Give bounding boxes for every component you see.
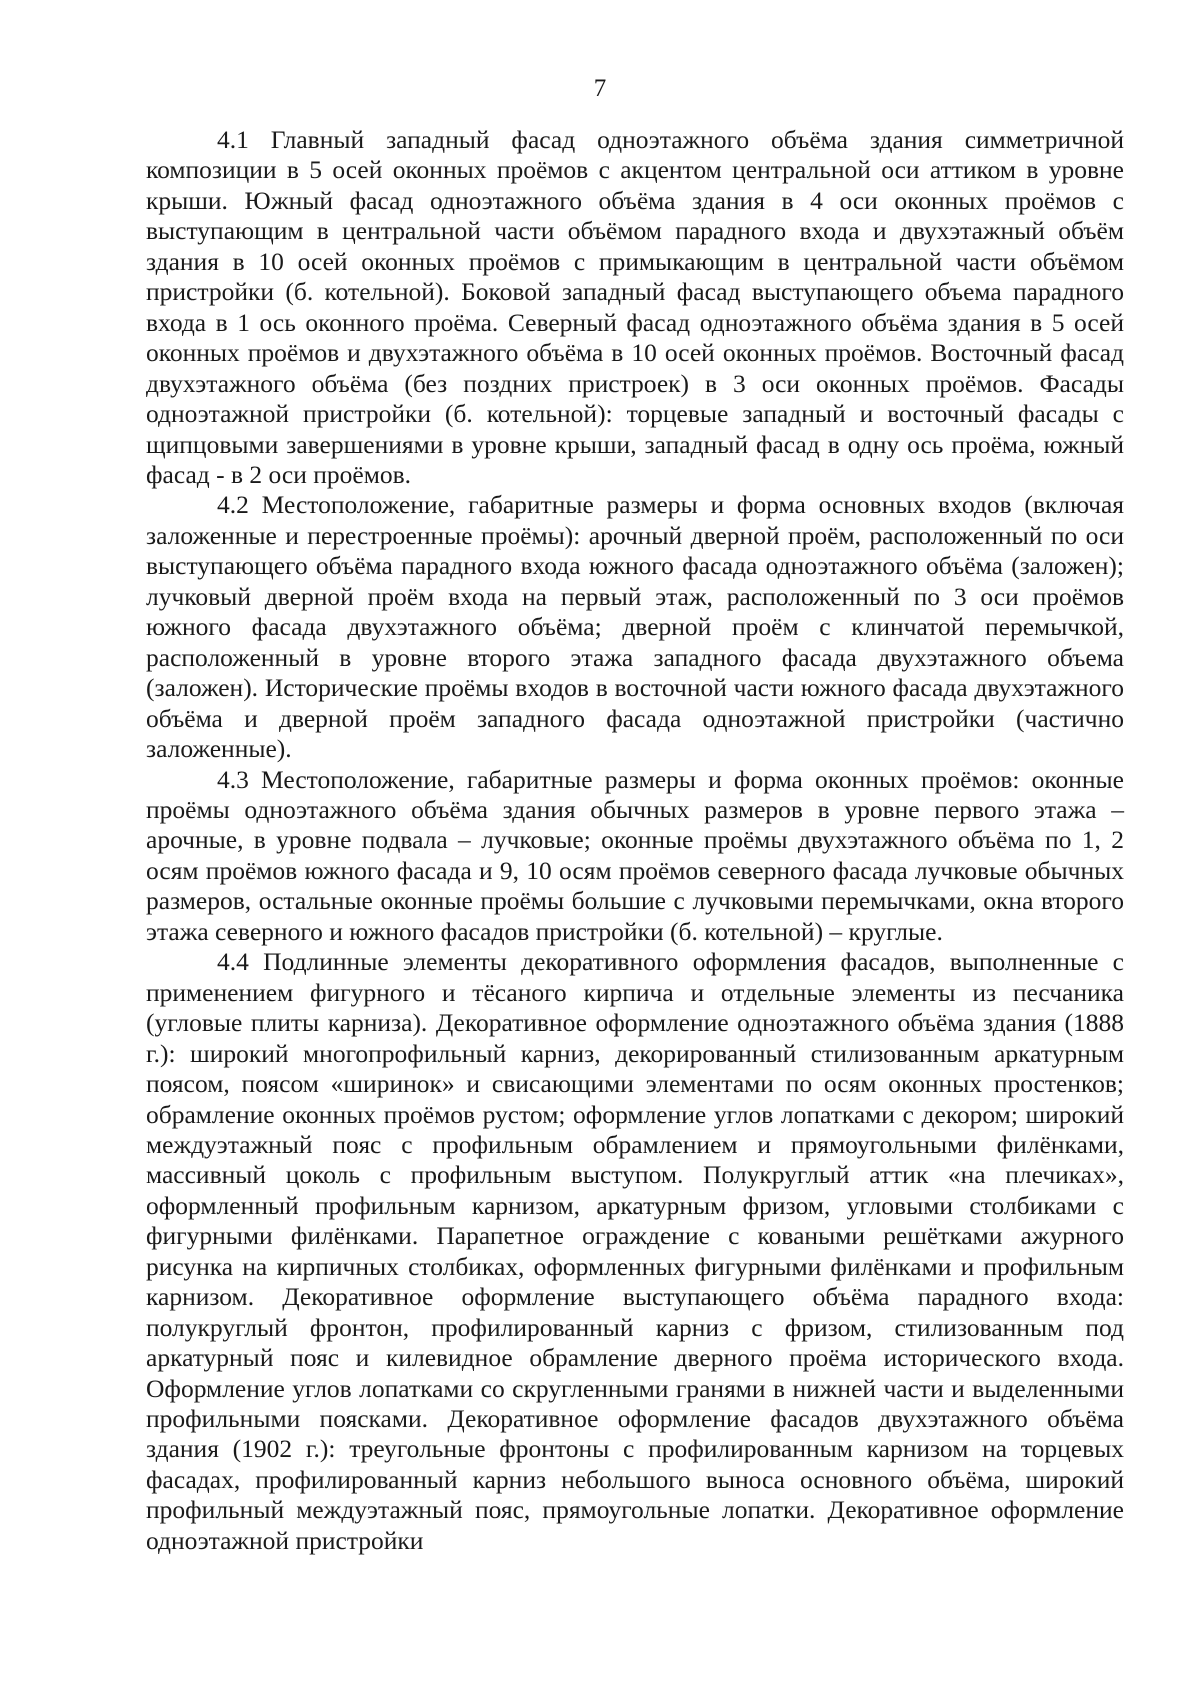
paragraph-4-4: 4.4 Подлинные элементы декоративного оформления фасадов, выполненные с применением фигурного и тёсаного кирпича и отдельные элементы из песчаника (угловые плиты карниза). Декоративное оформление одноэтажного объёма здания (1888 г.): широкий многопрофильный карниз, декорированный стилизованным аркатурным поясом, поясом «ширинок» и свисающими элементами по осям оконных простенков; обрамление оконных проёмов рустом; оформление углов лопатками с декором; широкий междуэтажный пояс с профильным обрамлением и прямоугольными филёнками, массивный цоколь с профильным выступом. Полукруглый аттик «на плечиках», оформленный профильным карнизом, аркатурным фризом, угловыми столбиками с фигурными филёнками. Парапетное ограждение с коваными решётками ажурного рисунка на кирпичных столбиках, оформленных фигурными филёнками и профильным карнизом. Декоративное оформление выступающего объёма парадного входа: полукруглый фронтон, профилированный карниз с фризом, стилизованным под аркатурный пояс и килевидное обрамление дверного проёма исторического входа. Оформление углов лопатками со скругленными гранями в нижней части и выделенными профильными поясками. Декоративное оформление фасадов двухэтажного объёма здания (1902 г.): треугольные фронтоны с профилированным карнизом на торцевых фасадах, профилированный карниз небольшого выноса основного объёма, широкий профильный междуэтажный пояс, прямоугольные лопатки. Декоративное оформление одноэтажной пристройки — [146, 947, 1124, 1555]
paragraph-4-1: 4.1 Главный западный фасад одноэтажного объёма здания симметричной композиции в 5 осей оконных проёмов с акцентом центральной оси аттиком в уровне крыши. Южный фасад одноэтажного объёма здания в 4 оси оконных проёмов с выступающим в центральной части объёмом парадного входа и двухэтажный объём здания в 10 осей оконных проёмов с примыкающим в центральной части объёмом пристройки (б. котельной). Боковой западный фасад выступающего объема парадного входа в 1 ось оконного проёма. Северный фасад одноэтажного объёма здания в 5 осей оконных проёмов и двухэтажного объёма в 10 осей оконных проёмов. Восточный фасад двухэтажного объёма (без поздних пристроек) в 3 оси оконных проёмов. Фасады одноэтажной пристройки (б. котельной): торцевые западный и восточный фасады с щипцовыми завершениями в уровне крыши, западный фасад в одну ось проёма, южный фасад - в 2 оси проёмов. — [146, 125, 1124, 489]
paragraph-4-2: 4.2 Местоположение, габаритные размеры и форма основных входов (включая заложенные и перестроенные проёмы): арочный дверной проём, расположенный по оси выступающего объёма парадного входа южного фасада одноэтажного объёма (заложен); лучковый дверной проём входа на первый этаж, расположенный по 3 оси проёмов южного фасада двухэтажного объёма; дверной проём с клинчатой перемычкой, расположенный в уровне второго этажа западного фасада двухэтажного объема (заложен). Исторические проёмы входов в восточной части южного фасада двухэтажного объёма и дверной проём западного фасада одноэтажной пристройки (частично заложенные). — [146, 490, 1124, 764]
document-body — [146, 125, 1124, 1556]
paragraph-4-3: 4.3 Местоположение, габаритные размеры и форма оконных проёмов: оконные проёмы одноэтажного объёма здания обычных размеров в уровне первого этажа – арочные, в уровне подвала – лучковые; оконные проёмы двухэтажного объёма по 1, 2 осям проёмов южного фасада и 9, 10 осям проёмов северного фасада лучковые обычных размеров, остальные оконные проёмы большие с лучковыми перемычками, окна второго этажа северного и южного фасадов пристройки (б. котельной) – круглые. — [146, 764, 1124, 946]
page-number: 7 — [593, 75, 607, 102]
